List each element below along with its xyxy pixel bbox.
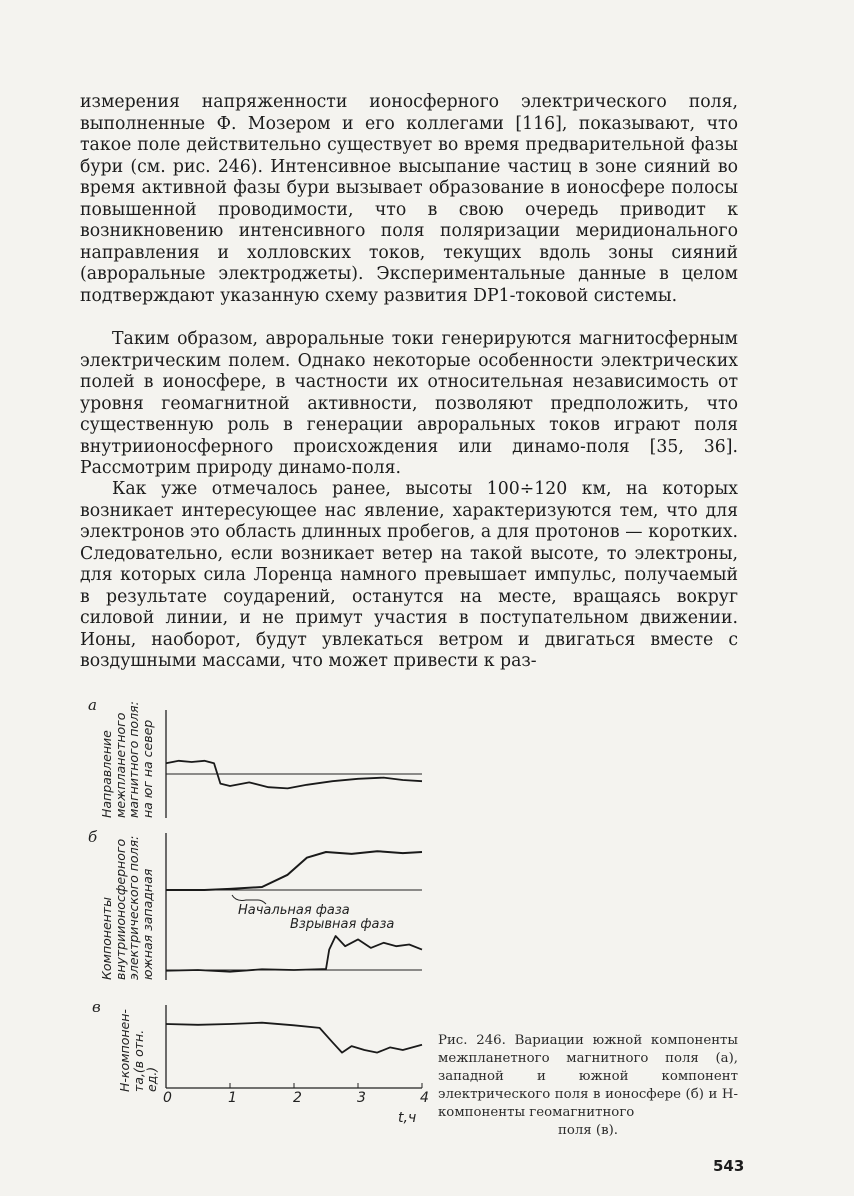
- figure-caption: [438, 1032, 738, 1140]
- series-electric-field-western: [166, 851, 422, 890]
- x-tick-label: 2: [293, 1090, 302, 1106]
- ylabel-line: H-компонен-: [117, 1009, 132, 1092]
- panel-a-ylabel: [100, 701, 154, 818]
- x-tick-label: 1: [228, 1090, 237, 1106]
- caption-text: Рис. 246. Вариации южной компоненты межпланетного магнитного поля (а), западной и южной компонент электрического поля в ионосфере (б) и H-компоненты геомагнитного: [438, 1033, 738, 1120]
- x-tick-label: 0: [163, 1090, 172, 1106]
- x-axis-unit: t,ч: [398, 1110, 417, 1126]
- paragraph-text: Таким образом, авроральные токи генерируются магнитосферным электрическим полем. Однако некоторые особенности электрических полей в ионосфере, в частности их относительная независимость от уровня геомагнитной активности, позволяют предположить, что существенную роль в генерации авроральных токов играют поля внутриионосферного происхождения или динамо-поля [35, 36]. Рассмотрим природу динамо-поля.: [80, 329, 738, 478]
- ylabel-line: на юг на север: [139, 719, 155, 818]
- caption-text-last: поля (в).: [557, 1123, 619, 1138]
- ylabel-line: ед.): [144, 1066, 159, 1092]
- panel-c-ylabel: [118, 1009, 159, 1092]
- series-h-component: [166, 1023, 422, 1053]
- ylabel-line: Направление: [99, 730, 114, 818]
- panel-b-ylabel: [100, 836, 154, 980]
- explosive-phase-label: Взрывная фаза: [290, 917, 395, 932]
- panel-a-letter: а: [88, 696, 97, 714]
- ylabel-line: Компоненты: [99, 897, 114, 980]
- series-electric-field-southern: [166, 936, 422, 972]
- x-tick-label: 3: [357, 1090, 366, 1106]
- ylabel-line: межпланетного: [112, 712, 128, 818]
- panel-b-letter: б: [88, 828, 98, 846]
- series-imf-direction: [166, 761, 422, 789]
- page-number: 543: [713, 1157, 745, 1175]
- body-paragraph-2: [80, 329, 738, 480]
- ylabel-line: внутриионосферного: [112, 838, 128, 980]
- panel-c-letter: в: [92, 998, 101, 1016]
- x-tick-label: 4: [420, 1090, 429, 1106]
- ylabel-line: электрического поля:: [126, 835, 141, 980]
- initial-phase-label: Начальная фаза: [238, 903, 350, 918]
- ylabel-line: та,(в отн.: [130, 1029, 146, 1092]
- ylabel-line: южная западная: [139, 868, 155, 980]
- paragraph-text: Как уже отмечалось ранее, высоты 100÷120 км, на которых возникает интересующее нас явление, характеризуются тем, что для электронов это область длинных пробегов, а для протонов — коротких. Следовательно, если возникает ветер на такой высоте, то электроны, для которых сила Лоренца намного превышает импульс, получаемый в результате соударений, останутся на месте, вращаясь вокруг силовой линии, и не примут участия в поступательном движении. Ионы, наоборот, будут увлекаться ветром и двигаться вместе с воздушными массами, что может привести к раз-: [80, 479, 738, 671]
- paragraph-text: измерения напряженности ионосферного электрического поля, выполненные Ф. Мозером и его коллегами [116], показывают, что такое поле действительно существует во время предварительной фазы бури (см. рис. 246). Интенсивное высыпание частиц в зоне сияний во время активной фазы бури вызывает образование в ионосфере полосы повышенной проводимости, что в свою очередь приводит к возникновению интенсивного поля поляризации меридионального направления и холловских токов, текущих вдоль зоны сияний (авроральные электроджеты). Экспериментальные данные в целом подтверждают указанную схему развития DP1-токовой системы.: [80, 92, 738, 306]
- body-paragraph-3: [80, 479, 738, 673]
- body-paragraph-1: [80, 92, 738, 307]
- ylabel-line: магнитного поля:: [126, 701, 141, 818]
